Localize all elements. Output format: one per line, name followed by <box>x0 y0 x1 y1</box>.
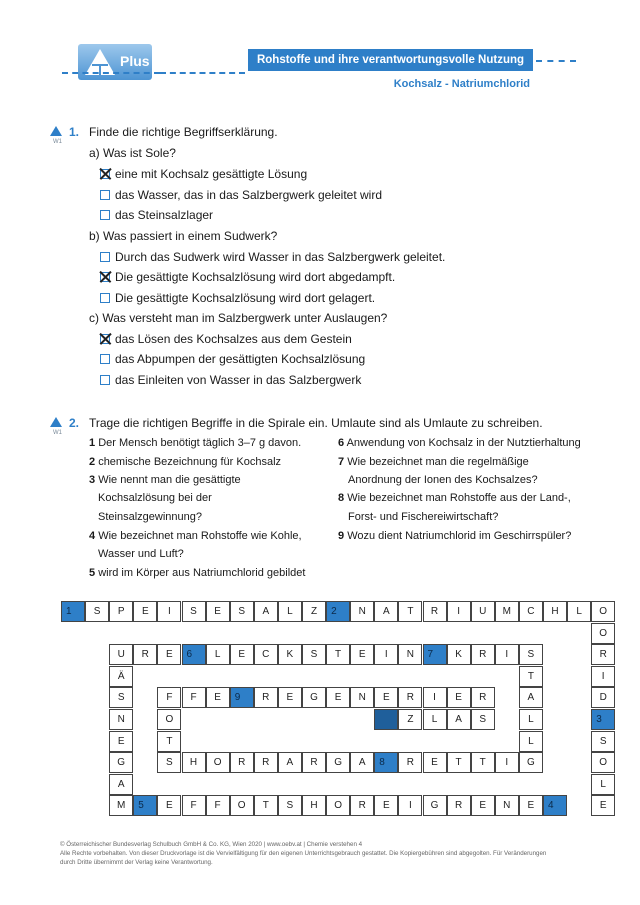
grid-cell[interactable]: G <box>109 752 133 773</box>
grid-cell[interactable]: H <box>302 795 326 816</box>
grid-cell[interactable]: F <box>182 687 206 708</box>
clue-5: 5 wird im Körper aus Natriumchlorid gebildet <box>89 567 306 579</box>
grid-cell[interactable]: R <box>302 752 326 773</box>
grid-cell[interactable]: U <box>109 644 133 665</box>
grid-cell[interactable]: E <box>591 795 615 816</box>
checkbox[interactable] <box>100 169 110 179</box>
grid-cell[interactable]: A <box>350 752 374 773</box>
clue-4: 4 Wie bezeichnet man Rohstoffe wie Kohle, <box>89 530 302 542</box>
grid-cell[interactable]: R <box>230 752 254 773</box>
grid-cell[interactable]: I <box>495 644 519 665</box>
grid-cell[interactable]: T <box>471 752 495 773</box>
grid-cell-number[interactable]: 1 <box>61 601 85 622</box>
grid-cell[interactable]: U <box>471 601 495 622</box>
grid-cell[interactable]: L <box>423 709 447 730</box>
option-a1[interactable]: eine mit Kochsalz gesättigte Lösung <box>100 167 307 181</box>
grid-cell[interactable]: I <box>495 752 519 773</box>
grid-cell[interactable]: I <box>447 601 471 622</box>
grid-cell[interactable]: Z <box>398 709 422 730</box>
footer-copyright: © Österreichischer Bundesverlag Schulbuch GmbH & Co. KG, Wien 2020 | www.oebv.at | Chemie verstehen 4 <box>60 841 363 848</box>
page-subtitle: Kochsalz - Natriumchlorid <box>393 78 530 90</box>
grid-cell[interactable]: R <box>398 687 422 708</box>
page-title: Rohstoffe und ihre verantwortungsvolle Nutzung <box>248 49 533 71</box>
grid-cell[interactable]: E <box>230 644 254 665</box>
grid-cell[interactable]: E <box>374 687 398 708</box>
grid-cell[interactable]: R <box>591 644 615 665</box>
option-c1[interactable]: das Lösen des Kochsalzes aus dem Gestein <box>100 332 352 346</box>
clue-8-line-2: Forst- und Fischereiwirtschaft? <box>348 511 499 523</box>
clue-1: 1 Der Mensch benötigt täglich 3–7 g davon. <box>89 437 302 449</box>
grid-cell[interactable]: R <box>471 687 495 708</box>
grid-cell[interactable]: E <box>447 687 471 708</box>
grid-cell[interactable]: S <box>302 644 326 665</box>
grid-cell[interactable]: E <box>206 601 230 622</box>
grid-cell[interactable]: A <box>278 752 302 773</box>
task-2-number: 2. <box>69 416 80 430</box>
grid-cell[interactable]: C <box>519 601 543 622</box>
task-triangle-icon <box>50 417 62 427</box>
grid-cell[interactable]: M <box>109 795 133 816</box>
grid-cell[interactable]: L <box>591 774 615 795</box>
clue-9: 9 Wozu dient Natriumchlorid im Geschirrspüler? <box>338 530 572 542</box>
checkbox[interactable] <box>100 190 110 200</box>
grid-cell[interactable]: I <box>398 795 422 816</box>
plus-logo <box>78 44 152 80</box>
grid-cell[interactable]: G <box>423 795 447 816</box>
grid-cell[interactable]: K <box>447 644 471 665</box>
grid-cell[interactable]: T <box>157 731 181 752</box>
footer-rights: Alle Rechte vorbehalten. Von dieser Druckvorlage ist die Vervielfältigung für den eigenen Unterrichtsgebrauch gestattet. Die Kopiergebühren sind abgegolten. Für Veränderungen <box>60 850 547 857</box>
option-a2[interactable]: das Wasser, das in das Salzbergwerk geleitet wird <box>100 188 382 202</box>
checkbox[interactable] <box>100 210 110 220</box>
clue-4-line-2: Wasser und Luft? <box>98 548 184 560</box>
task-triangle-icon <box>50 126 62 136</box>
task-1-prompt: Finde die richtige Begriffserklärung. <box>89 125 278 139</box>
grid-cell[interactable]: S <box>471 709 495 730</box>
grid-cell[interactable]: O <box>591 752 615 773</box>
clue-3-line-2: Kochsalzlösung bei der <box>98 492 212 504</box>
grid-cell-number[interactable]: 2 <box>326 601 350 622</box>
checkbox[interactable] <box>100 272 110 282</box>
grid-cell[interactable]: G <box>302 687 326 708</box>
grid-cell[interactable]: Ä <box>109 666 133 687</box>
grid-cell[interactable]: C <box>254 644 278 665</box>
grid-cell[interactable]: S <box>278 795 302 816</box>
grid-cell[interactable]: R <box>398 752 422 773</box>
grid-cell[interactable]: L <box>519 709 543 730</box>
grid-cell[interactable]: O <box>591 601 615 622</box>
grid-cell[interactable]: S <box>591 731 615 752</box>
grid-cell[interactable]: I <box>157 601 181 622</box>
grid-cell[interactable]: I <box>591 666 615 687</box>
checkbox[interactable] <box>100 354 110 364</box>
clue-7: 7 Wie bezeichnet man die regelmäßige <box>338 456 529 468</box>
grid-cell[interactable]: S <box>519 644 543 665</box>
option-a3[interactable]: das Steinsalzlager <box>100 208 213 222</box>
grid-cell[interactable]: F <box>182 795 206 816</box>
grid-cell[interactable]: A <box>374 601 398 622</box>
question-a-label: a) Was ist Sole? <box>89 146 176 160</box>
grid-cell[interactable]: N <box>495 795 519 816</box>
grid-cell[interactable]: E <box>206 687 230 708</box>
grid-cell[interactable]: M <box>495 601 519 622</box>
option-b2[interactable]: Die gesättigte Kochsalzlösung wird dort abgedampft. <box>100 270 395 284</box>
grid-cell[interactable]: E <box>423 752 447 773</box>
clue-6: 6 Anwendung von Kochsalz in der Nutztierhaltung <box>338 437 581 449</box>
checkbox[interactable] <box>100 375 110 385</box>
grid-cell-number[interactable]: 5 <box>133 795 157 816</box>
header-dash-left <box>62 72 160 74</box>
grid-cell[interactable]: E <box>374 795 398 816</box>
header-dash-middle <box>160 72 245 74</box>
grid-cell[interactable]: I <box>423 687 447 708</box>
option-b1[interactable]: Durch das Sudwerk wird Wasser in das Salzbergwerk geleitet. <box>100 250 445 264</box>
grid-cell[interactable]: L <box>567 601 591 622</box>
grid-cell[interactable]: S <box>230 601 254 622</box>
option-b3[interactable]: Die gesättigte Kochsalzlösung wird dort gelagert. <box>100 291 375 305</box>
clue-8: 8 Wie bezeichnet man Rohstoffe aus der Land-, <box>338 492 571 504</box>
grid-cell[interactable]: A <box>254 601 278 622</box>
task-1-tag: W1 <box>53 139 62 145</box>
grid-cell[interactable]: T <box>398 601 422 622</box>
grid-cell[interactable]: D <box>591 687 615 708</box>
grid-cell[interactable]: L <box>206 644 230 665</box>
grid-cell[interactable]: A <box>447 709 471 730</box>
checkbox[interactable] <box>100 252 110 262</box>
grid-cell[interactable]: S <box>109 687 133 708</box>
grid-cell[interactable]: O <box>591 623 615 644</box>
grid-cell-number[interactable]: 7 <box>423 644 447 665</box>
footer-responsibility: durch Dritte übernimmt der Verlag keine Verantwortung. <box>60 859 213 866</box>
option-c2[interactable]: das Abpumpen der gesättigten Kochsalzlösung <box>100 352 365 366</box>
grid-cell[interactable]: R <box>350 795 374 816</box>
grid-cell[interactable]: E <box>133 601 157 622</box>
grid-cell[interactable]: R <box>447 795 471 816</box>
clue-2: 2 chemische Bezeichnung für Kochsalz <box>89 456 282 468</box>
grid-cell[interactable]: E <box>326 687 350 708</box>
grid-cell[interactable]: O <box>326 795 350 816</box>
grid-cell[interactable]: E <box>109 731 133 752</box>
grid-cell-number[interactable]: 3 <box>591 709 615 730</box>
clue-3: 3 Wie nennt man die gesättigte <box>89 474 241 486</box>
grid-cell-number[interactable]: 8 <box>374 752 398 773</box>
grid-cell[interactable]: O <box>157 709 181 730</box>
grid-cell-shaded[interactable] <box>374 709 398 730</box>
logo-text: Plus <box>120 53 150 69</box>
grid-cell[interactable]: R <box>471 644 495 665</box>
grid-cell[interactable]: N <box>350 601 374 622</box>
grid-cell[interactable]: G <box>519 752 543 773</box>
grid-cell[interactable]: L <box>278 601 302 622</box>
grid-cell[interactable]: E <box>157 644 181 665</box>
grid-cell[interactable]: T <box>519 666 543 687</box>
clue-3-line-3: Steinsalzgewinnung? <box>98 511 202 523</box>
grid-cell[interactable]: H <box>543 601 567 622</box>
grid-cell[interactable]: R <box>133 644 157 665</box>
grid-cell[interactable]: S <box>157 752 181 773</box>
task-2-prompt: Trage die richtigen Begriffe in die Spirale ein. Umlaute sind als Umlaute zu schreiben. <box>89 416 543 430</box>
grid-cell[interactable]: H <box>182 752 206 773</box>
grid-cell-number[interactable]: 9 <box>230 687 254 708</box>
grid-cell[interactable]: E <box>471 795 495 816</box>
task-2-tag: W1 <box>53 430 62 436</box>
grid-cell[interactable]: S <box>85 601 109 622</box>
grid-cell[interactable]: E <box>350 644 374 665</box>
grid-cell[interactable]: R <box>254 752 278 773</box>
grid-cell[interactable]: Z <box>302 601 326 622</box>
grid-cell[interactable]: A <box>519 687 543 708</box>
grid-cell[interactable]: R <box>254 687 278 708</box>
grid-cell[interactable]: L <box>519 731 543 752</box>
clue-7-line-2: Anordnung der Ionen des Kochsalzes? <box>348 474 538 486</box>
grid-cell[interactable]: T <box>447 752 471 773</box>
grid-cell[interactable]: N <box>398 644 422 665</box>
checkbox[interactable] <box>100 334 110 344</box>
grid-cell[interactable]: A <box>109 774 133 795</box>
grid-cell[interactable]: I <box>374 644 398 665</box>
grid-cell[interactable]: E <box>278 687 302 708</box>
header-dash-right <box>536 60 576 62</box>
grid-cell-number[interactable]: 4 <box>543 795 567 816</box>
grid-cell[interactable]: T <box>254 795 278 816</box>
grid-cell[interactable]: F <box>157 687 181 708</box>
grid-cell[interactable]: E <box>519 795 543 816</box>
grid-cell[interactable]: G <box>326 752 350 773</box>
grid-cell[interactable]: S <box>182 601 206 622</box>
grid-cell[interactable]: O <box>206 752 230 773</box>
option-c3[interactable]: das Einleiten von Wasser in das Salzbergwerk <box>100 373 361 387</box>
checkbox[interactable] <box>100 293 110 303</box>
grid-cell[interactable]: F <box>206 795 230 816</box>
grid-cell[interactable]: O <box>230 795 254 816</box>
grid-cell[interactable]: N <box>350 687 374 708</box>
grid-cell[interactable]: N <box>109 709 133 730</box>
grid-cell[interactable]: P <box>109 601 133 622</box>
grid-cell[interactable]: T <box>326 644 350 665</box>
grid-cell[interactable]: K <box>278 644 302 665</box>
question-b-label: b) Was passiert in einem Sudwerk? <box>89 229 278 243</box>
grid-cell-number[interactable]: 6 <box>182 644 206 665</box>
grid-cell[interactable]: E <box>157 795 181 816</box>
grid-cell[interactable]: R <box>423 601 447 622</box>
question-c-label: c) Was versteht man im Salzbergwerk unter Auslaugen? <box>89 311 388 325</box>
task-1-number: 1. <box>69 125 80 139</box>
